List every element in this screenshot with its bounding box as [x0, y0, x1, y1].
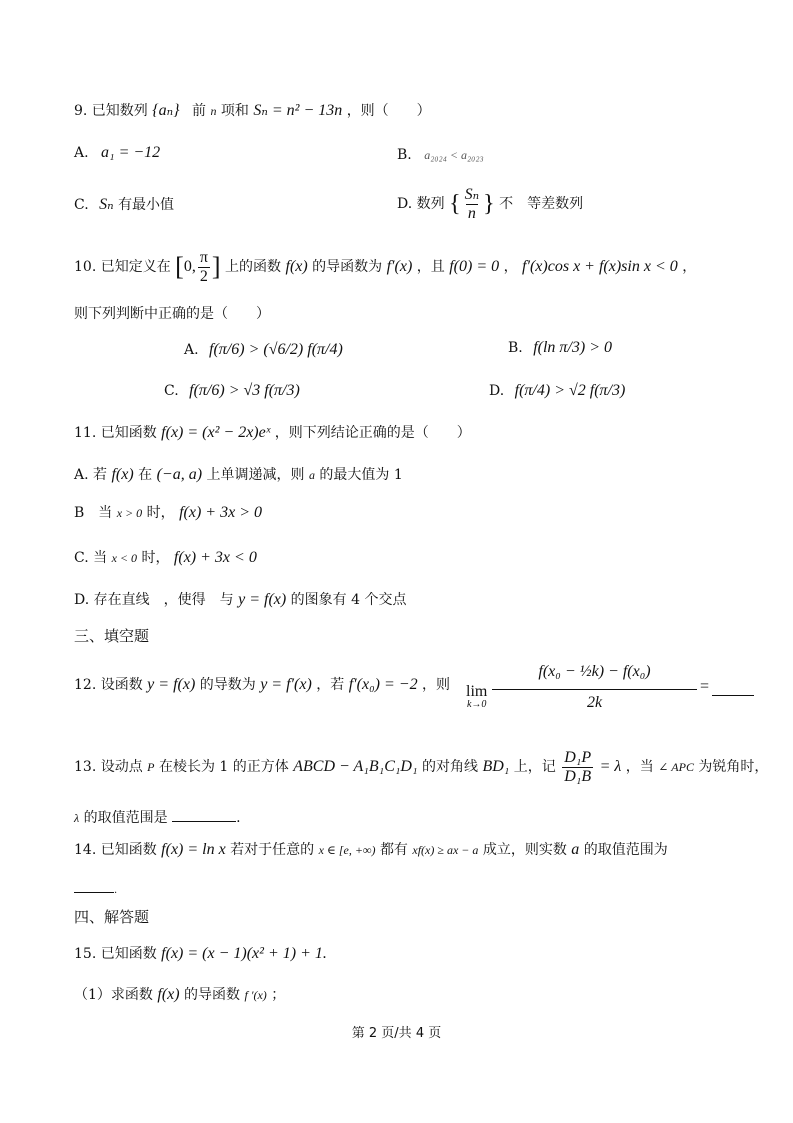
q11-option-a	[74, 465, 403, 485]
option-label: A.	[74, 145, 89, 161]
q10-text: 的导函数为	[312, 259, 383, 275]
q12-eq1: y = f(x)	[147, 676, 196, 693]
q13-text: ，当	[625, 759, 654, 775]
q9-option-b-math: a₂₀₂₄ < a₂₀₂₃	[424, 148, 484, 162]
q11-text: 的最大值为 1	[319, 467, 403, 483]
q11-text: 在	[138, 467, 153, 483]
q13-text: 在棱长为 1 的正方体	[158, 759, 289, 775]
q12-fraction	[492, 655, 697, 716]
q10-text: ，	[503, 259, 518, 275]
q12-eq2: y = f′(x)	[260, 676, 312, 693]
q11-option-c-cond: x < 0	[111, 551, 138, 565]
q15-function: f(x) = (x − 1)(x² + 1) + 1.	[161, 945, 327, 962]
fraction-numerator: D₁P	[564, 748, 592, 766]
q12-text: 的导数为	[199, 677, 256, 693]
q10-option-d-math: f(π/4) > √2 f(π/3)	[514, 382, 626, 399]
q13-p: P	[147, 760, 155, 774]
q10-fx: f(x)	[285, 258, 308, 275]
option-label: B.	[508, 340, 523, 356]
q12-text: ，则	[422, 677, 451, 693]
q15-fprime: f ′(x)	[244, 988, 267, 1002]
fraction-numerator: f(x₀ − ½k) − f(x₀)	[538, 663, 651, 680]
q9-text: 9. 已知数列	[74, 103, 148, 119]
q11-option-d	[74, 590, 406, 610]
q10-option-b-math: f(ln π/3) > 0	[533, 339, 613, 356]
q13-text: 的对角线	[422, 759, 478, 775]
q9-option-c-text: 有最小值	[118, 197, 175, 213]
q13-text: 为锐角时，	[698, 759, 769, 775]
q15-text: （1）求函数	[74, 987, 153, 1003]
q10-stem: 10. 已知定义在 [0, $\frac{\pi}{2}$ ] 上的函数 f(x) 的导函数为 f′(x) ，且 f(0) = 0 ， f′(x)cos x + f(x)sin x < 0 ，	[74, 248, 697, 285]
q13-period: .	[236, 810, 241, 826]
q9-option-c-math: Sₙ	[99, 196, 114, 213]
fraction-denominator: n	[467, 204, 476, 222]
q10-option-b	[508, 338, 612, 358]
limit-subscript: k→0	[466, 699, 487, 710]
fraction-numerator: π	[199, 248, 208, 266]
section-heading-answers: 四、解答题	[74, 908, 150, 926]
q15-sub1	[74, 985, 285, 1005]
q11-text: 上单调递减，则	[206, 467, 305, 483]
q14-text: 若对于任意的	[230, 842, 315, 858]
q14-domain: x ∈ [e, +∞)	[318, 843, 376, 857]
q11-stem	[74, 423, 471, 443]
q9-option-d: D. 数列 { $\frac{\text{Sₙ}}{n}$ } 不 等差数列	[397, 185, 584, 222]
q9-option-a-math: a₁ = −12	[101, 144, 161, 161]
q13-answer-blank[interactable]	[172, 805, 236, 822]
q9-text: ，则（ ）	[346, 103, 431, 119]
option-label: C.	[74, 197, 89, 213]
q11-text: 的图象有 4 个交点	[290, 592, 407, 608]
q10-inequality: f′(x)cos x + f(x)sin x < 0	[522, 258, 678, 275]
section-heading-fill-in: 三、填空题	[74, 627, 150, 645]
q9-sequence: {aₙ}	[152, 102, 180, 119]
q14-text: 都有	[379, 842, 408, 858]
q15-text: 的导函数	[184, 987, 241, 1003]
q9-option-d-text: 不 等差数列	[499, 196, 584, 212]
q11-option-c	[74, 548, 257, 568]
q10-f0: f(0) = 0	[449, 258, 500, 275]
q11-text: A. 若	[74, 467, 108, 483]
q11-text: 时，	[141, 550, 170, 566]
option-label: A.	[184, 342, 199, 358]
q14-text: 14. 已知函数	[74, 842, 157, 858]
q11-option-d-eq: y = f(x)	[238, 591, 287, 608]
q14-period: .	[114, 885, 118, 896]
fraction-numerator: Sₙ	[464, 185, 480, 203]
q14-line2	[74, 878, 117, 901]
q11-option-b	[74, 503, 262, 523]
q11-text: 时，	[146, 505, 175, 521]
q10-text: 上的函数	[225, 259, 282, 275]
q15-stem	[74, 944, 327, 964]
q13-cube: ABCD − A₁B₁C₁D₁	[293, 758, 418, 775]
q9-n: n	[210, 104, 217, 118]
q9-text: 前	[192, 103, 206, 119]
q12-text: ，若	[316, 677, 345, 693]
q11-text: ，则下列结论正确的是（ ）	[274, 425, 471, 441]
limit-word: lim	[466, 683, 488, 700]
q15-text: 15. 已知函数	[74, 946, 157, 962]
q13-stem	[74, 745, 768, 789]
q15-fx: f(x)	[157, 986, 180, 1003]
q15-text: ；	[271, 987, 286, 1003]
q13-angle: ∠ APC	[658, 760, 694, 774]
q9-option-d-fraction	[463, 186, 481, 223]
q13-line2	[74, 805, 241, 828]
option-label: C.	[164, 383, 179, 399]
q14-a: a	[571, 841, 580, 858]
q12-limit	[466, 685, 487, 711]
q10-interval-fraction	[198, 249, 210, 286]
option-label: D.	[489, 383, 505, 399]
q10-text: 10. 已知定义在	[74, 259, 171, 275]
q14-inequality: xf(x) ≥ ax − a	[412, 843, 479, 857]
q10-option-c	[164, 381, 300, 401]
q10-interval-left: 0,	[183, 258, 196, 275]
q9-stem	[74, 101, 431, 121]
q11-text: D. 存在直线 ，使得 与	[74, 592, 234, 608]
q11-text: C. 当	[74, 550, 108, 566]
option-label: B.	[397, 147, 412, 163]
q14-text: 的取值范围为	[583, 842, 668, 858]
q11-option-b-cond: x > 0	[116, 506, 143, 520]
q9-option-c	[74, 195, 174, 215]
q11-text: 11. 已知函数	[74, 425, 157, 441]
q14-answer-blank[interactable]	[74, 878, 114, 893]
fraction-denominator: 2k	[492, 689, 697, 716]
q14-text: 成立，则实数	[482, 842, 567, 858]
q13-lambda: = λ	[599, 758, 622, 775]
q10-text: ，	[682, 259, 697, 275]
q12-equals: =	[700, 678, 710, 695]
q10-text: ，且	[416, 259, 445, 275]
q9-text: 项和	[220, 103, 249, 119]
q11-option-a-a: a	[308, 468, 315, 482]
q10-line2: 则下列判断中正确的是（ ）	[74, 306, 270, 322]
q14-stem	[74, 840, 668, 860]
q10-option-d	[489, 381, 625, 401]
q9-sum-formula: Sₙ = n² − 13n	[253, 102, 343, 119]
q13-diagonal: BD₁	[482, 758, 510, 775]
q13-text: 上，记	[513, 759, 556, 775]
q12-condition: f′(x₀) = −2	[348, 676, 418, 693]
q10-option-a	[184, 340, 343, 360]
q11-option-a-interval: (−a, a)	[156, 466, 203, 483]
q14-function: f(x) = ln x	[161, 841, 226, 858]
q11-function: f(x) = (x² − 2x)eˣ	[161, 424, 271, 441]
q13-text: 13. 设动点	[74, 759, 143, 775]
fraction-denominator: 2	[199, 267, 208, 285]
q11-option-b-ineq: f(x) + 3x > 0	[179, 504, 262, 521]
q10-option-a-math: f(π/6) > (√6/2) f(π/4)	[209, 341, 343, 358]
q13-text: 的取值范围是	[83, 810, 168, 826]
page-number-footer: 第 2 页/共 4 页	[351, 1026, 442, 1041]
fraction-denominator: D₁B	[564, 767, 592, 785]
q10-fpx: f′(x)	[386, 258, 413, 275]
option-label: D. 数列	[397, 196, 445, 212]
q12-text: 12. 设函数	[74, 677, 143, 693]
q12-answer-blank[interactable]	[712, 675, 754, 696]
q11-option-a-fx: f(x)	[111, 466, 134, 483]
q9-option-a	[74, 143, 160, 163]
q9-option-b	[397, 145, 484, 165]
q11-text: B 当	[74, 505, 113, 521]
q10-option-c-math: f(π/6) > √3 f(π/3)	[189, 382, 300, 399]
q13-ratio-fraction	[562, 749, 593, 786]
q11-option-c-ineq: f(x) + 3x < 0	[173, 549, 257, 566]
q13-lambda-symbol: λ	[74, 811, 80, 825]
